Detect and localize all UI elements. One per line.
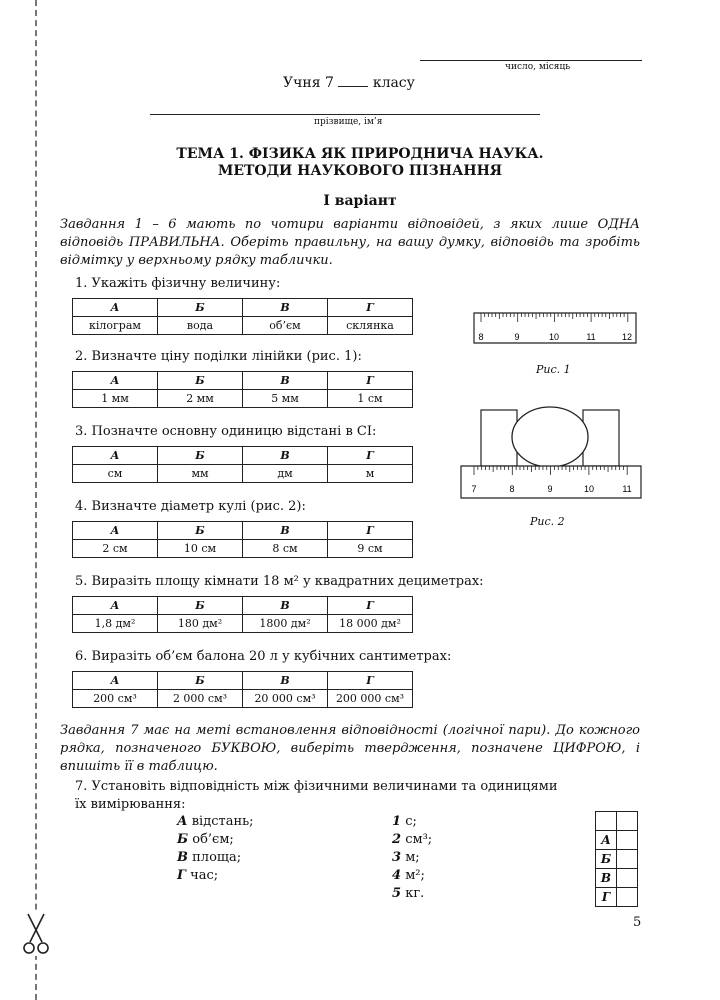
answer-cell[interactable] bbox=[617, 812, 638, 831]
match-text: с; bbox=[405, 814, 417, 829]
answer-option-d[interactable]: Г bbox=[328, 672, 413, 690]
answer-cell[interactable] bbox=[596, 812, 617, 831]
match-text: кг. bbox=[405, 886, 425, 901]
match-right-4 bbox=[392, 868, 425, 883]
variant-title: І варіант bbox=[323, 193, 397, 209]
answer-table-7 bbox=[595, 811, 638, 907]
answer-option-c[interactable]: В bbox=[243, 522, 328, 540]
answer-letter: В bbox=[596, 869, 617, 888]
answer-value: дм bbox=[243, 465, 328, 483]
answer-value: кілограм bbox=[73, 317, 158, 335]
answer-value: 18 000 дм² bbox=[328, 615, 413, 633]
topic-line-1: ТЕМА 1. ФІЗИКА ЯК ПРИРОДНИЧА НАУКА. bbox=[176, 146, 544, 162]
match-key: 2 bbox=[392, 832, 402, 847]
class-blank[interactable] bbox=[338, 74, 368, 87]
instruction-1: Завдання 1 – 6 мають по чотири варіанти відповідей, з яких лише ОДНА відповідь ПРАВИЛЬНА. Оберіть правильну, на вашу думку, відповідь та зробіть відмітку у верхньому рядку таблички. bbox=[60, 217, 640, 268]
answer-value: мм bbox=[158, 465, 243, 483]
ball bbox=[512, 407, 588, 467]
answer-letter: А bbox=[596, 831, 617, 850]
answer-value: об’єм bbox=[243, 317, 328, 335]
match-left-c bbox=[177, 850, 241, 865]
name-caption: прізвище, ім’я bbox=[314, 117, 383, 127]
answer-value: 1800 дм² bbox=[243, 615, 328, 633]
pupil-prefix: Учня 7 bbox=[283, 75, 334, 91]
answer-value: 9 см bbox=[328, 540, 413, 558]
answer-table-6 bbox=[72, 671, 413, 708]
answer-value: 2 000 см³ bbox=[158, 690, 243, 708]
answer-table-3 bbox=[72, 446, 413, 483]
match-right-3 bbox=[392, 850, 420, 865]
question-5-text: 5. Виразіть площу кімнати 18 м² у квадратних дециметрах: bbox=[75, 574, 484, 589]
answer-option-c[interactable]: В bbox=[243, 447, 328, 465]
answer-value: м bbox=[328, 465, 413, 483]
answer-value: 2 мм bbox=[158, 390, 243, 408]
answer-option-b[interactable]: Б bbox=[158, 299, 243, 317]
answer-option-c[interactable]: В bbox=[243, 299, 328, 317]
scissors-icon bbox=[22, 912, 50, 956]
answer-option-d[interactable]: Г bbox=[328, 522, 413, 540]
answer-option-a[interactable]: А bbox=[73, 672, 158, 690]
name-line[interactable] bbox=[150, 114, 540, 115]
match-key: 4 bbox=[392, 868, 402, 883]
match-text: час; bbox=[190, 868, 219, 883]
answer-value: 200 000 см³ bbox=[328, 690, 413, 708]
answer-cell[interactable] bbox=[617, 850, 638, 869]
ruler-1-label: 10 bbox=[548, 332, 560, 342]
page-number: 5 bbox=[633, 915, 642, 930]
answer-value: см bbox=[73, 465, 158, 483]
answer-option-b[interactable]: Б bbox=[158, 372, 243, 390]
ruler-1-label: 12 bbox=[621, 332, 633, 342]
ruler-2-label: 10 bbox=[583, 484, 595, 494]
answer-value: 10 см bbox=[158, 540, 243, 558]
question-6-text: 6. Виразіть об’єм балона 20 л у кубічних сантиметрах: bbox=[75, 649, 452, 664]
match-left-d bbox=[177, 868, 218, 883]
figure-1-ruler bbox=[470, 303, 640, 355]
instruction-2: Завдання 7 має на меті встановлення відповідності (логічної пари). До кожного рядка, позначеного БУКВОЮ, виберіть твердження, позначене ЦИФРОЮ, і впишіть її в таблицю. bbox=[60, 723, 640, 774]
answer-option-b[interactable]: Б bbox=[158, 672, 243, 690]
topic-line-2: МЕТОДИ НАУКОВОГО ПІЗНАННЯ bbox=[217, 163, 503, 179]
ruler-2-label: 9 bbox=[547, 484, 553, 494]
match-right-2 bbox=[392, 832, 432, 847]
question-4-text: 4. Визначте діаметр кулі (рис. 2): bbox=[75, 499, 306, 514]
answer-value: вода bbox=[158, 317, 243, 335]
answer-option-c[interactable]: В bbox=[243, 672, 328, 690]
ruler-1-label: 8 bbox=[478, 332, 484, 342]
answer-option-a[interactable]: А bbox=[73, 447, 158, 465]
match-text: м²; bbox=[405, 868, 425, 883]
match-left-b bbox=[177, 832, 234, 847]
match-text: площа; bbox=[192, 850, 242, 865]
answer-cell[interactable] bbox=[617, 831, 638, 850]
ruler-1-label: 11 bbox=[586, 332, 596, 342]
question-3-text: 3. Позначте основну одиницю відстані в СІ: bbox=[75, 424, 377, 439]
match-key: В bbox=[177, 850, 188, 865]
figure-2-ball-on-ruler bbox=[455, 400, 645, 510]
figure-1-caption: Рис. 1 bbox=[536, 363, 571, 376]
answer-table-2 bbox=[72, 371, 413, 408]
answer-value: 20 000 см³ bbox=[243, 690, 328, 708]
answer-option-c[interactable]: В bbox=[243, 372, 328, 390]
answer-value: 1 мм bbox=[73, 390, 158, 408]
ruler-2-label: 11 bbox=[622, 484, 632, 494]
answer-value: 200 см³ bbox=[73, 690, 158, 708]
match-right-1 bbox=[392, 814, 417, 829]
match-key: 1 bbox=[392, 814, 402, 829]
question-7-text: 7. Установіть відповідність між фізичними величинами та одиницями їх вимірювання: bbox=[75, 779, 558, 812]
match-key: Г bbox=[177, 868, 186, 883]
answer-value: 2 см bbox=[73, 540, 158, 558]
match-key: А bbox=[177, 814, 188, 829]
answer-option-b[interactable]: Б bbox=[158, 447, 243, 465]
answer-value: 180 дм² bbox=[158, 615, 243, 633]
date-caption: число, місяць bbox=[505, 62, 571, 72]
answer-option-d[interactable]: Г bbox=[328, 447, 413, 465]
date-line[interactable] bbox=[420, 60, 642, 61]
answer-value: 1,8 дм² bbox=[73, 615, 158, 633]
answer-cell[interactable] bbox=[617, 869, 638, 888]
match-text: об’єм; bbox=[192, 832, 234, 847]
match-key: 5 bbox=[392, 886, 402, 901]
answer-option-d[interactable]: Г bbox=[328, 597, 413, 615]
answer-option-a[interactable]: А bbox=[73, 372, 158, 390]
pupil-line bbox=[283, 74, 415, 91]
answer-table-5 bbox=[72, 596, 413, 633]
match-text: м; bbox=[405, 850, 420, 865]
answer-table-4 bbox=[72, 521, 413, 558]
question-1-text: 1. Укажіть фізичну величину: bbox=[75, 276, 281, 291]
match-key: Б bbox=[177, 832, 189, 847]
figure-2-caption: Рис. 2 bbox=[530, 515, 565, 528]
answer-option-a[interactable]: А bbox=[73, 597, 158, 615]
answer-option-a[interactable]: А bbox=[73, 522, 158, 540]
answer-option-b[interactable]: Б bbox=[158, 597, 243, 615]
match-text: відстань; bbox=[191, 814, 254, 829]
answer-value: 1 см bbox=[328, 390, 413, 408]
answer-letter: Г bbox=[596, 888, 617, 907]
pupil-suffix: класу bbox=[372, 75, 415, 91]
ruler-2-label: 8 bbox=[509, 484, 515, 494]
answer-value: 8 см bbox=[243, 540, 328, 558]
ruler-1-label: 9 bbox=[514, 332, 520, 342]
answer-option-b[interactable]: Б bbox=[158, 522, 243, 540]
match-left-a bbox=[177, 814, 254, 829]
answer-option-d[interactable]: Г bbox=[328, 299, 413, 317]
answer-letter: Б bbox=[596, 850, 617, 869]
answer-value: 5 мм bbox=[243, 390, 328, 408]
answer-value: склянка bbox=[328, 317, 413, 335]
match-right-5 bbox=[392, 886, 424, 901]
question-2-text: 2. Визначте ціну поділки лінійки (рис. 1): bbox=[75, 349, 362, 364]
answer-option-d[interactable]: Г bbox=[328, 372, 413, 390]
answer-table-1 bbox=[72, 298, 413, 335]
answer-cell[interactable] bbox=[617, 888, 638, 907]
answer-option-c[interactable]: В bbox=[243, 597, 328, 615]
answer-option-a[interactable]: А bbox=[73, 299, 158, 317]
match-key: 3 bbox=[392, 850, 402, 865]
match-text: см³; bbox=[405, 832, 433, 847]
ruler-2-label: 7 bbox=[471, 484, 477, 494]
